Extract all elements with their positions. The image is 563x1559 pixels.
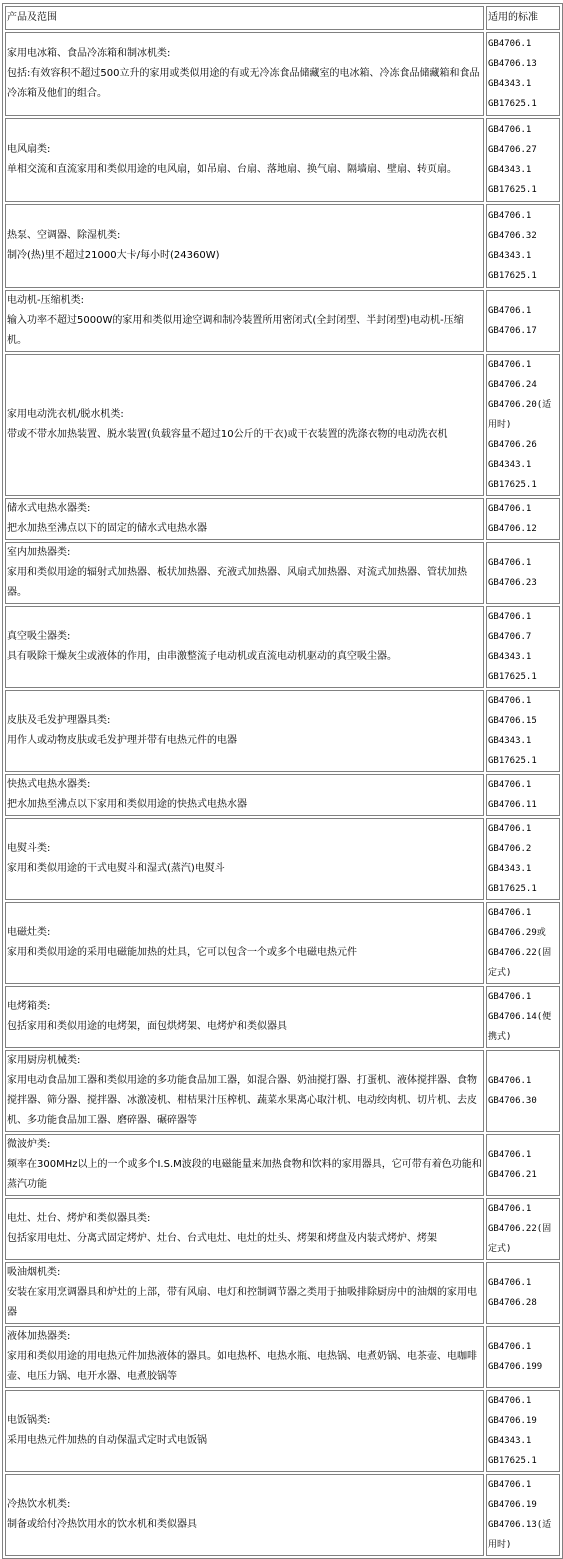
product-cell	[5, 1390, 484, 1472]
standard-code: GB17625.1	[488, 99, 537, 109]
product-cell	[5, 902, 484, 984]
standard-code: GB4706.17	[488, 326, 537, 336]
standards-cell	[486, 290, 560, 352]
standard-code: GB4706.12	[488, 524, 537, 534]
standard-code: GB4706.1	[488, 1278, 532, 1288]
table-row	[5, 204, 560, 288]
product-cell	[5, 606, 484, 688]
standard-code: GB4706.14(便携式)	[488, 1012, 552, 1042]
table-row	[5, 354, 560, 496]
standard-code: GB4706.1	[488, 992, 532, 1002]
table-row	[5, 1390, 560, 1472]
standards-cell	[486, 542, 560, 604]
table-row	[5, 1198, 560, 1260]
product-title: 快热式电热水器类:	[7, 779, 91, 790]
product-description: 安装在家用烹调器具和炉灶的上部，带有风扇、电灯和控制调节器之类用于抽吸排除厨房中的油烟的家用电器	[7, 1287, 477, 1318]
standards-cell	[486, 818, 560, 900]
header-standard: 适用的标准	[486, 6, 560, 30]
standard-code: GB4706.22(固定式)	[488, 1224, 552, 1254]
product-description: 频率在300MHz以上的一个或多个I.S.M波段的电磁能量来加热食物和饮料的家用器具，它可带有着色功能和蒸汽功能	[7, 1159, 482, 1190]
standard-code: GB4343.1	[488, 652, 532, 662]
standards-cell	[486, 1198, 560, 1260]
standard-code: GB17625.1	[488, 185, 537, 195]
product-cell	[5, 498, 484, 540]
product-title: 真空吸尘器类:	[7, 631, 71, 642]
standard-code: GB4706.1	[488, 1076, 532, 1086]
product-title: 微波炉类:	[7, 1139, 51, 1150]
standard-code: GB4706.26	[488, 440, 537, 450]
product-title: 液体加热器类:	[7, 1331, 71, 1342]
product-title: 电熨斗类:	[7, 843, 51, 854]
table-row	[5, 774, 560, 816]
standards-table	[2, 3, 563, 1559]
standards-cell	[486, 1262, 560, 1324]
standard-code: GB4706.21	[488, 1170, 537, 1180]
product-cell	[5, 1134, 484, 1196]
standard-code: GB4706.199	[488, 1362, 543, 1372]
table-row	[5, 986, 560, 1048]
standard-code: GB4706.13	[488, 59, 537, 69]
product-description: 把水加热至沸点以下的固定的储水式电热水器	[7, 523, 207, 534]
product-title: 冷热饮水机类:	[7, 1499, 71, 1510]
table-row	[5, 1262, 560, 1324]
product-description: 包括家用和类似用途的电烤架，面包烘烤架、电烤炉和类似器具	[7, 1021, 287, 1032]
standard-code: GB17625.1	[488, 672, 537, 682]
standard-code: GB4706.19	[488, 1416, 537, 1426]
product-cell	[5, 204, 484, 288]
standard-code: GB4343.1	[488, 1436, 532, 1446]
table-row	[5, 32, 560, 116]
standard-code: GB4343.1	[488, 736, 532, 746]
standards-cell	[486, 986, 560, 1048]
table-row	[5, 118, 560, 202]
standard-code: GB4706.11	[488, 800, 537, 810]
product-title: 电烤箱类:	[7, 1001, 51, 1012]
standard-code: GB17625.1	[488, 756, 537, 766]
product-title: 电灶、灶台、烤炉和类似器具类:	[7, 1213, 151, 1224]
standard-code: GB4706.13(适用时)	[488, 1520, 552, 1550]
standard-code: GB4706.1	[488, 558, 532, 568]
product-title: 电磁灶类:	[7, 927, 51, 938]
standard-code: GB17625.1	[488, 480, 537, 490]
standard-code: GB4706.1	[488, 612, 532, 622]
standard-code: GB4706.20(适用时)	[488, 400, 552, 430]
standard-code: GB4706.1	[488, 1396, 532, 1406]
product-description: 家用和类似用途的采用电磁能加热的灶具，它可以包含一个或多个电磁电热元件	[7, 947, 357, 958]
standards-cell	[486, 1474, 560, 1556]
product-description: 制冷(热)里不超过21000大卡/每小时(24360W)	[7, 250, 220, 261]
standard-code: GB17625.1	[488, 884, 537, 894]
product-description: 单相交流和直流家用和类似用途的电风扇，如吊扇、台扇、落地扇、换气扇、隔墙扇、壁扇、转页扇。	[7, 164, 457, 175]
table-row	[5, 1326, 560, 1388]
standard-code: GB4343.1	[488, 165, 532, 175]
standard-code: GB4706.29或	[488, 928, 546, 938]
table-row	[5, 690, 560, 772]
standard-code: GB4706.1	[488, 696, 532, 706]
table-row	[5, 542, 560, 604]
product-description: 采用电热元件加热的自动保温式定时式电饭锅	[7, 1435, 207, 1446]
standard-code: GB4706.19	[488, 1500, 537, 1510]
standard-code: GB4343.1	[488, 79, 532, 89]
standards-cell	[486, 1390, 560, 1472]
product-description: 家用和类似用途的用电热元件加热液体的器具。如电热杯、电热水瓶、电热锅、电煮奶锅、电茶壶、电咖啡壶、电压力锅、电开水器、电煮胶锅等	[7, 1351, 477, 1382]
standard-code: GB4706.30	[488, 1096, 537, 1106]
standards-cell	[486, 902, 560, 984]
standard-code: GB17625.1	[488, 271, 537, 281]
standard-code: GB4706.1	[488, 360, 532, 370]
product-title: 储水式电热水器类:	[7, 503, 91, 514]
standard-code: GB4706.27	[488, 145, 537, 155]
standards-cell	[486, 1134, 560, 1196]
standards-cell	[486, 204, 560, 288]
standard-code: GB4706.1	[488, 824, 532, 834]
standards-cell	[486, 354, 560, 496]
standard-code: GB4706.23	[488, 578, 537, 588]
standard-code: GB4343.1	[488, 864, 532, 874]
product-cell	[5, 774, 484, 816]
product-title: 吸油烟机类:	[7, 1267, 61, 1278]
product-title: 电饭锅类:	[7, 1415, 51, 1426]
standards-cell	[486, 32, 560, 116]
product-cell	[5, 1326, 484, 1388]
product-cell	[5, 690, 484, 772]
standard-code: GB4706.2	[488, 844, 532, 854]
product-description: 家用和类似用途的干式电熨斗和湿式(蒸汽)电熨斗	[7, 863, 225, 874]
standard-code: GB4706.32	[488, 231, 537, 241]
standard-code: GB4706.24	[488, 380, 537, 390]
standards-cell	[486, 606, 560, 688]
standards-cell	[486, 690, 560, 772]
standard-code: GB4706.1	[488, 1204, 532, 1214]
table-row	[5, 902, 560, 984]
product-title: 电风扇类:	[7, 144, 51, 155]
product-cell	[5, 986, 484, 1048]
standard-code: GB4706.1	[488, 908, 532, 918]
product-cell	[5, 290, 484, 352]
product-title: 热泵、空调器、除湿机类:	[7, 230, 121, 241]
table-row	[5, 1134, 560, 1196]
standards-cell	[486, 498, 560, 540]
standard-code: GB4706.1	[488, 1342, 532, 1352]
standard-code: GB4706.1	[488, 1480, 532, 1490]
standard-code: GB4706.1	[488, 1150, 532, 1160]
product-cell	[5, 1198, 484, 1260]
product-cell	[5, 118, 484, 202]
standard-code: GB4343.1	[488, 460, 532, 470]
standard-code: GB17625.1	[488, 1456, 537, 1466]
product-description: 制备或给付冷热饮用水的饮水机和类似器具	[7, 1519, 197, 1530]
product-cell	[5, 1262, 484, 1324]
product-title: 室内加热器类:	[7, 547, 71, 558]
header-product: 产品及范围	[5, 6, 484, 30]
product-description: 包括:有效容积不超过500立升的家用或类似用途的有或无冷冻食品储藏室的电冰箱、冷冻食品储藏箱和食品冷冻箱及他们的组合。	[7, 68, 480, 99]
standard-code: GB4706.22(固定式)	[488, 948, 552, 978]
product-title: 家用电冰箱、食品冷冻箱和制冰机类:	[7, 48, 171, 59]
standards-cell	[486, 1050, 560, 1132]
table-row	[5, 1050, 560, 1132]
product-cell	[5, 818, 484, 900]
standards-cell	[486, 1326, 560, 1388]
standard-code: GB4706.1	[488, 125, 532, 135]
standard-code: GB4343.1	[488, 251, 532, 261]
header-row	[5, 6, 560, 30]
standard-code: GB4706.1	[488, 504, 532, 514]
product-title: 电动机-压缩机类:	[7, 295, 84, 306]
standard-code: GB4706.1	[488, 780, 532, 790]
product-description: 具有吸除干燥灰尘或液体的作用，由串激整流子电动机或直流电动机驱动的真空吸尘器。	[7, 651, 397, 662]
product-title: 家用厨房机械类:	[7, 1055, 81, 1066]
product-title: 皮肤及毛发护理器具类:	[7, 715, 111, 726]
standard-code: GB4706.1	[488, 39, 532, 49]
product-description: 带或不带水加热装置、脱水装置(负载容量不超过10公斤的干衣)或干衣装置的洗涤衣物的电动洗衣机	[7, 429, 448, 440]
standard-code: GB4706.1	[488, 211, 532, 221]
standard-code: GB4706.15	[488, 716, 537, 726]
product-description: 家用电动食品加工器和类似用途的多功能食品加工器，如混合器、奶油搅打器、打蛋机、液体搅拌器、食物搅拌器、筛分器、搅拌器、冰激凌机、柑桔果汁压榨机、蔬菜水果离心取汁机、电动绞肉机、切片机、去皮机、多功能食品加工器、磨碎器、碾碎器等	[7, 1075, 477, 1126]
standard-code: GB4706.7	[488, 632, 532, 642]
standards-cell	[486, 118, 560, 202]
table-row	[5, 290, 560, 352]
product-description: 家用和类似用途的辐射式加热器、板状加热器、充液式加热器、风扇式加热器、对流式加热器、管状加热器。	[7, 567, 467, 598]
standard-code: GB4706.28	[488, 1298, 537, 1308]
product-cell	[5, 542, 484, 604]
table-row	[5, 498, 560, 540]
product-description: 把水加热至沸点以下家用和类似用途的快热式电热水器	[7, 799, 247, 810]
product-cell	[5, 354, 484, 496]
product-description: 包括家用电灶、分离式固定烤炉、灶台、台式电灶、电灶的灶头、烤架和烤盘及内装式烤炉、烤架	[7, 1233, 437, 1244]
table-row	[5, 818, 560, 900]
product-title: 家用电动洗衣机/脱水机类:	[7, 409, 124, 420]
product-cell	[5, 32, 484, 116]
product-description: 输入功率不超过5000W的家用和类似用途空调和制冷装置所用密闭式(全封闭型、半封闭型)电动机-压缩机。	[7, 315, 464, 346]
table-row	[5, 606, 560, 688]
standards-cell	[486, 774, 560, 816]
product-cell	[5, 1050, 484, 1132]
product-description: 用作人或动物皮肤或毛发护理并带有电热元件的电器	[7, 735, 237, 746]
standard-code: GB4706.1	[488, 306, 532, 316]
product-cell	[5, 1474, 484, 1556]
table-row	[5, 1474, 560, 1556]
